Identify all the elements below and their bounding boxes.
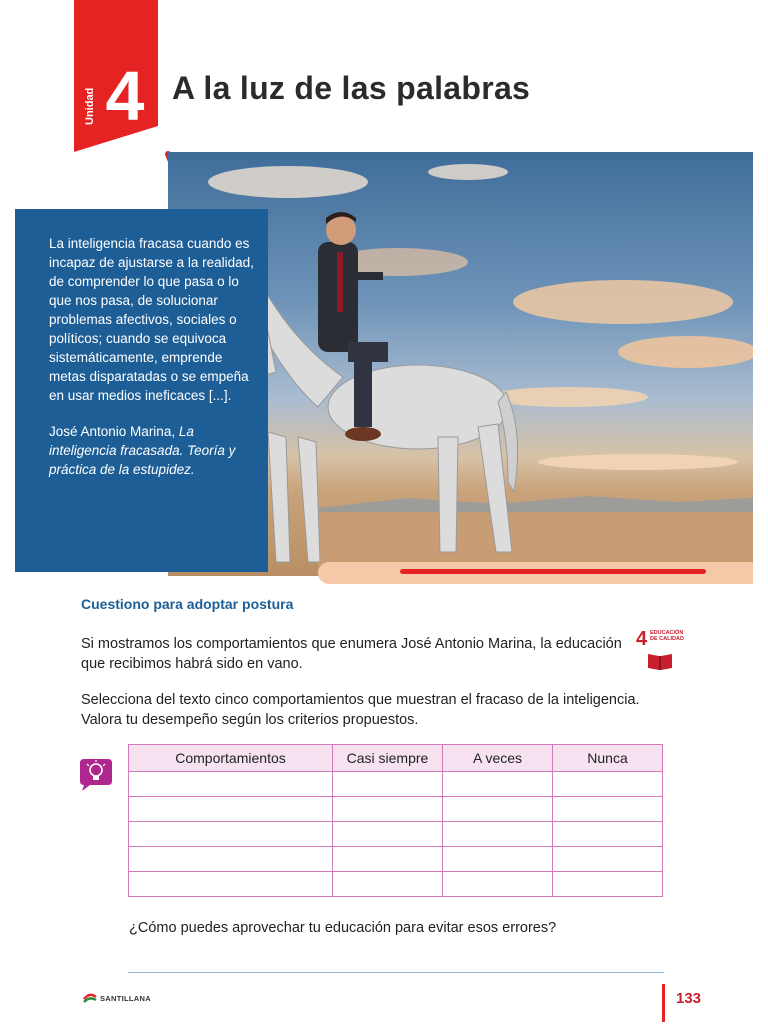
table-cell[interactable] [333,847,443,872]
table-cell[interactable] [443,772,553,797]
paragraph-2: Selecciona del texto cinco comportamientos que muestran el fracaso de la inteligencia. Valora tu desempeño según los criterios propuestos. [81,692,640,728]
publisher-name: SANTILLANA [100,993,151,1003]
quote-body: La inteligencia fracasa cuando es incapaz de ajustarse a la realidad, de comprender lo que pasa o lo que nos pasa, de solucionar problemas afectivos, sociales o políticos; cuando se equivoca sistemáticamente, emprende metas disparatadas o se empeña en usar medios ineficaces [...]. [49,236,254,403]
table-row [129,822,663,847]
answer-line[interactable] [128,972,664,973]
table-cell[interactable] [129,772,333,797]
unit-label: Unidad [84,87,96,125]
unit-number: 4 [105,57,145,135]
table-cell[interactable] [333,822,443,847]
table-cell[interactable] [443,872,553,897]
table-cell[interactable] [129,847,333,872]
table-cell[interactable] [443,797,553,822]
quote-author: José Antonio Marina, [49,424,176,439]
table-cell[interactable] [553,822,663,847]
reflection-question: ¿Cómo puedes aprovechar tu educación para evitar esos errores? [129,920,557,936]
red-underline [400,569,706,574]
table-header-row [129,745,663,772]
table-cell[interactable] [443,847,553,872]
section-title: Cuestiono para adoptar postura [81,596,294,612]
table-cell[interactable] [333,772,443,797]
paragraph-1: Si mostramos los comportamientos que enumera José Antonio Marina, la educación que recibimos habrá sido en vano. [81,636,622,672]
ods-number: 4 [636,628,648,650]
quote-text-block [49,234,261,496]
publisher-logo [83,990,151,1006]
table-row [129,847,663,872]
criteria-table [128,744,663,897]
santillana-logo-icon [83,992,97,1004]
header-never: Nunca [553,745,663,772]
table-cell[interactable] [333,797,443,822]
table-row [129,772,663,797]
table-row [129,872,663,897]
lightbulb-bubble-icon [76,757,114,793]
quote-citation [49,422,261,479]
quote-book-title-2: Teoría y práctica de la estupidez. [49,443,236,477]
table-cell[interactable] [333,872,443,897]
header-almost-always: Casi siempre [333,745,443,772]
table-row [129,797,663,822]
header-sometimes: A veces [443,745,553,772]
table-cell[interactable] [553,772,663,797]
ods-line-1: EDUCACIÓN [650,630,684,636]
ods-education-badge [636,628,688,674]
page-number-bar [662,984,665,1022]
quote-book-title-1: La inteligencia fracasada. [49,424,194,458]
table-cell[interactable] [443,822,553,847]
page-title: A la luz de las palabras [172,70,531,106]
table-cell[interactable] [553,797,663,822]
table-cell[interactable] [553,872,663,897]
table-cell[interactable] [553,847,663,872]
book-icon [646,650,674,672]
header-behaviors: Comportamientos [129,745,333,772]
table-cell[interactable] [129,822,333,847]
table-cell[interactable] [129,797,333,822]
ods-line-2: DE CALIDAD [650,636,684,642]
page-number: 133 [676,990,702,1007]
table-cell[interactable] [129,872,333,897]
ods-label [650,630,684,642]
